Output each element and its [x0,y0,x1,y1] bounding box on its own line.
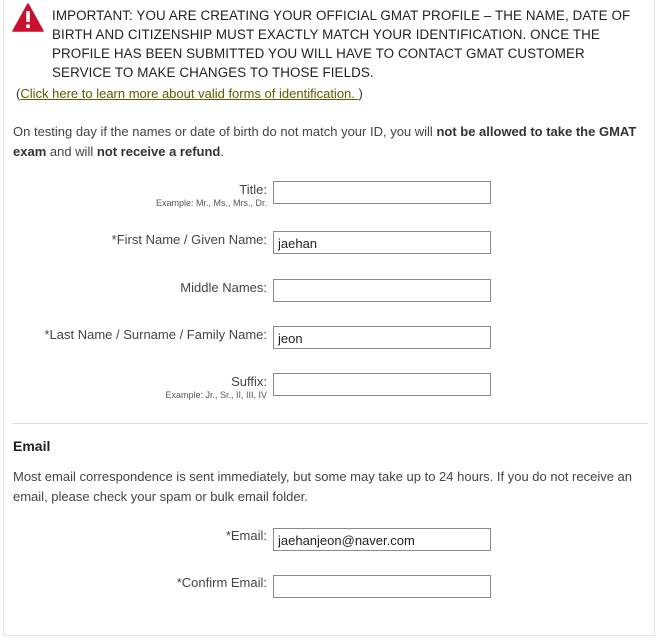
id-info-line [16,86,363,101]
first-name-input[interactable] [273,231,491,254]
section-divider [12,423,648,424]
suffix-row [0,374,659,414]
warning-triangle-icon [12,3,44,32]
title-label [156,182,267,208]
notice-bold-2: not receive a refund [96,144,221,159]
first-name-row [0,232,659,272]
suffix-label-text: Suffix: [231,374,267,389]
middle-names-input[interactable] [273,279,491,302]
first-name-label [112,232,267,247]
notice-text-3: . [220,144,224,159]
id-match-notice [13,122,643,162]
email-section-title: Email [13,438,51,454]
confirm-email-input[interactable] [273,575,491,598]
confirm-email-label [177,575,267,590]
suffix-input[interactable] [273,373,491,396]
email-note: Most email correspondence is sent immediately, but some may take up to 24 hours. If you do not receive an email, please check your spam or bulk email folder. [13,469,633,504]
confirm-email-label-text: *Confirm Email: [176,575,267,590]
title-label-text: Title: [239,182,267,197]
middle-names-label [180,280,267,295]
id-link-close-paren: ) [358,86,363,101]
notice-text-2: and will [46,144,97,159]
title-input[interactable] [273,181,491,204]
suffix-label [165,374,267,400]
email-label [226,528,267,543]
middle-names-label-text: Middle Names: [180,280,267,295]
title-example: Example: Mr., Ms., Mrs., Dr. [155,198,267,208]
last-name-input[interactable] [273,326,491,349]
email-label-text: *Email: [225,528,267,543]
notice-bold-1: not be allowed to take the GMAT exam [13,124,637,159]
valid-id-forms-link[interactable]: Click here to learn more about valid forms of identification. [20,86,359,101]
email-row [0,528,659,568]
last-name-label [44,327,267,342]
important-warning-text: IMPORTANT: YOU ARE CREATING YOUR OFFICIAL GMAT PROFILE – THE NAME, DATE OF BIRTH AND CITIZENSHIP MUST EXACTLY MATCH YOUR IDENTIFICATION. ONCE THE PROFILE HAS BEEN SUBMITTED YOU WILL HAVE TO CONTACT GMAT CUSTOMER SERVICE TO MAKE CHANGES TO THOSE FIELDS. [52,8,631,80]
suffix-example: Example: Jr., Sr., II, III, IV [165,390,267,400]
last-name-label-text: *Last Name / Surname / Family Name: [44,327,267,342]
middle-names-row [0,280,659,320]
title-row [0,182,659,222]
id-link-open-paren: ( [16,86,21,101]
notice-text-1: On testing day if the names or date of birth do not match your ID, you will [13,124,437,139]
confirm-email-row [0,575,659,615]
last-name-row [0,327,659,367]
first-name-label-text: *First Name / Given Name: [111,232,267,247]
email-input[interactable] [273,528,491,551]
